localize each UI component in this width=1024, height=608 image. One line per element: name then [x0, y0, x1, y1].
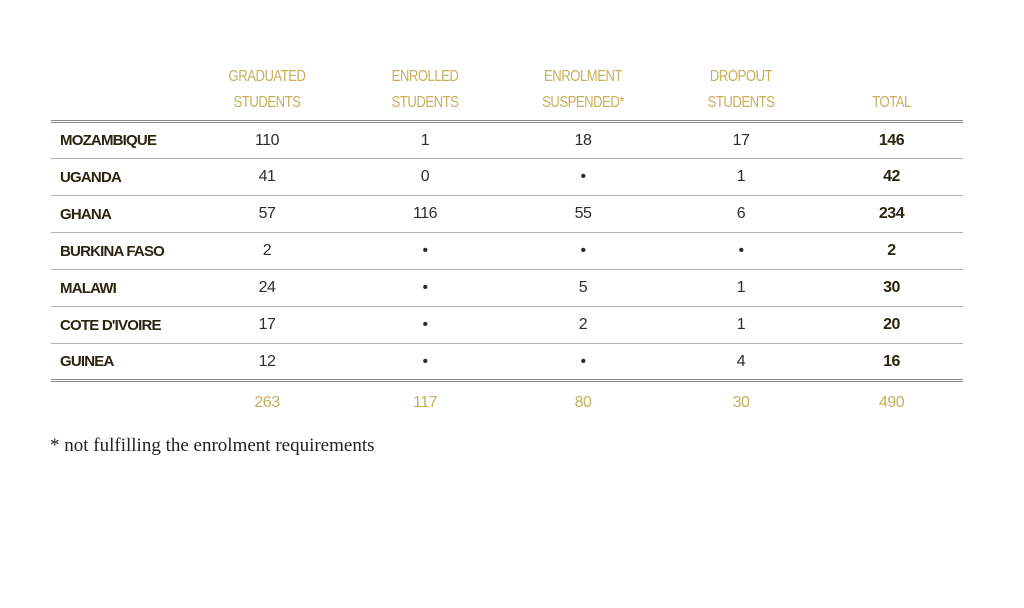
totals-suspended-cell: 80: [574, 394, 592, 411]
graduated-cell: 57: [258, 205, 276, 222]
graduated-cell: 110: [254, 131, 279, 149]
header-suspended: [518, 64, 648, 122]
suspended-cell: 5: [578, 279, 588, 296]
table-row: [51, 159, 963, 196]
table-row: [51, 196, 963, 233]
dropout-cell: 6: [736, 205, 746, 222]
dropout-cell: •: [738, 242, 744, 259]
header-total: [833, 64, 950, 122]
country-cell: GHANA: [60, 205, 111, 223]
dropout-cell: 17: [732, 131, 750, 149]
total-cell: 146: [878, 131, 905, 149]
country-cell: COTE D'IVOIRE: [60, 316, 161, 334]
graduated-cell: 41: [258, 168, 276, 185]
suspended-cell: •: [580, 168, 586, 185]
totals-dropout-cell: 30: [732, 394, 750, 411]
dropout-cell: 4: [736, 352, 746, 370]
totals-graduated-cell: 263: [254, 394, 280, 411]
totals-row: [51, 381, 963, 425]
graduated-cell: 24: [258, 279, 276, 296]
enrolled-cell: 116: [412, 205, 437, 222]
enrolled-cell: •: [422, 279, 428, 296]
table-row: [51, 122, 963, 159]
header-enrolled-line2: STUDENTS: [391, 94, 459, 111]
table-totals: [51, 381, 963, 425]
suspended-cell: 2: [578, 316, 588, 333]
total-cell: 16: [883, 352, 900, 370]
header-dropout-line2: STUDENTS: [707, 94, 775, 111]
header-enrolled-line1: ENROLLED: [391, 68, 459, 85]
student-status-table: [51, 64, 963, 424]
header-enrolled: [360, 64, 490, 122]
table-header: [51, 64, 963, 122]
total-cell: 2: [887, 242, 896, 259]
header-total-line2: TOTAL: [872, 94, 911, 111]
table-row: [51, 270, 963, 307]
totals-country-cell: [51, 381, 188, 425]
enrolled-cell: 0: [420, 168, 430, 185]
dropout-cell: 1: [736, 168, 746, 185]
total-cell: 30: [883, 279, 900, 296]
totals-enrolled-cell: 117: [412, 394, 437, 411]
graduated-cell: 17: [258, 316, 276, 333]
header-suspended-line1: ENROLMENT: [544, 68, 622, 85]
suspended-cell: 55: [574, 205, 592, 222]
header-graduated-line2: STUDENTS: [233, 94, 301, 111]
header-country: [63, 64, 175, 122]
total-cell: 20: [883, 316, 900, 333]
totals-total-cell: 490: [878, 394, 905, 411]
enrolled-cell: •: [422, 352, 428, 370]
enrolled-cell: 1: [420, 131, 430, 149]
enrolled-cell: •: [422, 316, 428, 333]
footnote: * not fulfilling the enrolment requirements: [50, 435, 375, 456]
total-cell: 234: [878, 205, 905, 222]
suspended-cell: •: [580, 352, 586, 370]
student-status-table-container: [51, 64, 963, 424]
table-row: [51, 344, 963, 381]
graduated-cell: 2: [262, 242, 272, 259]
country-cell: MALAWI: [60, 279, 117, 297]
table-body: [51, 122, 963, 381]
dropout-cell: 1: [736, 279, 746, 296]
country-cell: UGANDA: [60, 168, 122, 186]
header-graduated: [202, 64, 332, 122]
enrolled-cell: •: [422, 242, 428, 259]
country-cell: MOZAMBIQUE: [60, 132, 157, 149]
header-graduated-line1: GRADUATED: [228, 68, 306, 85]
header-dropout: [676, 64, 806, 122]
header-dropout-line1: DROPOUT: [709, 68, 773, 85]
header-suspended-line2: SUSPENDED*: [542, 94, 624, 111]
country-cell: GUINEA: [60, 353, 114, 370]
suspended-cell: 18: [574, 131, 592, 149]
table-row: [51, 307, 963, 344]
header-row: [51, 64, 963, 122]
graduated-cell: 12: [258, 352, 276, 370]
dropout-cell: 1: [736, 316, 746, 333]
total-cell: 42: [883, 168, 900, 185]
suspended-cell: •: [580, 242, 586, 259]
country-cell: BURKINA FASO: [60, 242, 165, 260]
table-row: [51, 233, 963, 270]
